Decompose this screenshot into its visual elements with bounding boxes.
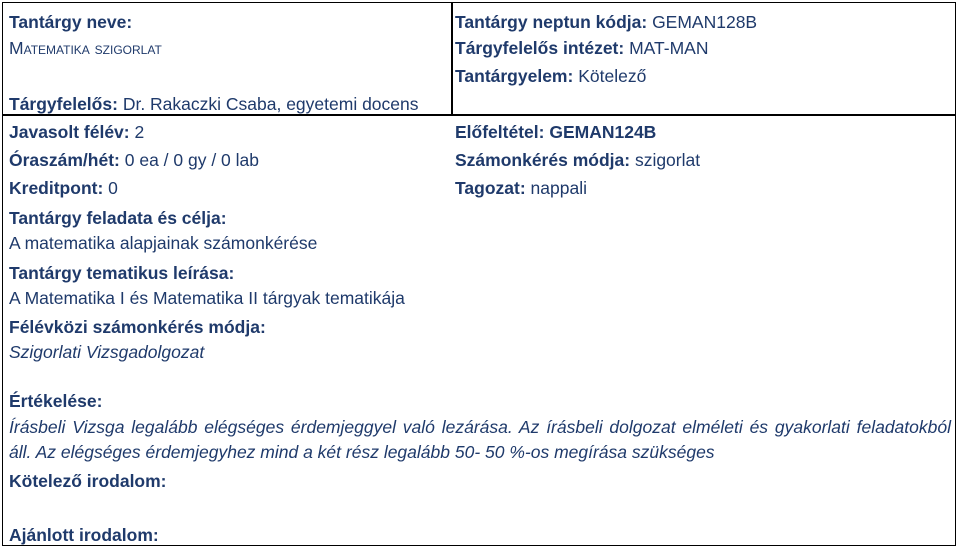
credit-row — [9, 177, 118, 199]
institute-label: Tárgyfelelős intézet: — [455, 38, 625, 58]
semester-row — [9, 121, 144, 143]
subject-name-label: Tantárgy neve: — [9, 12, 133, 32]
credit-value: 0 — [108, 178, 118, 198]
prereq-label: Előfeltétel: — [455, 122, 545, 142]
subject-name-value: Matematika szigorlat — [9, 38, 162, 58]
hours-value: 0 ea / 0 gy / 0 lab — [124, 150, 260, 170]
topics-label: Tantárgy tematikus leírása: — [9, 263, 235, 283]
subject-datasheet — [2, 2, 956, 546]
topics-text: A Matematika I és Matematika II tárgyak tematikája — [9, 288, 405, 308]
prereq-value: GEMAN124B — [549, 122, 657, 142]
exam-label: Számonkérés módja: — [455, 150, 631, 170]
credit-label: Kreditpont: — [9, 178, 104, 198]
goal-label: Tantárgy feladata és célja: — [9, 208, 227, 228]
responsible-row — [9, 93, 419, 115]
midterm-label: Félévközi számonkérés módja: — [9, 317, 266, 337]
required-literature-label: Kötelező irodalom: — [9, 471, 167, 491]
institute-value: MAT-MAN — [629, 38, 709, 58]
semester-label: Javasolt félév: — [9, 122, 130, 142]
institute-row — [455, 37, 709, 59]
exam-row — [455, 149, 700, 171]
track-label: Tagozat: — [455, 178, 526, 198]
evaluation-text: Írásbeli Vizsga legalább elégséges érdemjeggyel való lezárása. Az írásbeli dolgozat elméleti és gyakorlati feladatokból áll. Az elégséges érdemjegyhez mind a két rész legalább 50- 50 %-os megírása szükséges — [9, 417, 951, 462]
exam-value: szigorlat — [634, 150, 701, 170]
element-value: Kötelező — [578, 66, 647, 86]
element-label: Tantárgyelem: — [455, 66, 574, 86]
responsible-value: Dr. Rakaczki Csaba, egyetemi docens — [122, 94, 419, 114]
hours-row — [9, 149, 259, 171]
goal-text: A matematika alapjainak számonkérése — [9, 233, 318, 253]
column-divider — [451, 3, 453, 115]
midterm-text: Szigorlati Vizsgadolgozat — [9, 342, 205, 362]
track-value: nappali — [530, 178, 587, 198]
element-row — [455, 65, 646, 87]
responsible-label: Tárgyfelelős: — [9, 94, 118, 114]
recommended-literature-label: Ajánlott irodalom: — [9, 525, 159, 545]
evaluation-label: Értékelése: — [9, 391, 103, 411]
prereq-row — [455, 121, 656, 143]
code-row — [455, 11, 757, 33]
hours-label: Óraszám/hét: — [9, 150, 120, 170]
code-label: Tantárgy neptun kódja: — [455, 12, 648, 32]
code-value: GEMAN128B — [652, 12, 758, 32]
track-row — [455, 177, 587, 199]
semester-value: 2 — [134, 122, 145, 142]
